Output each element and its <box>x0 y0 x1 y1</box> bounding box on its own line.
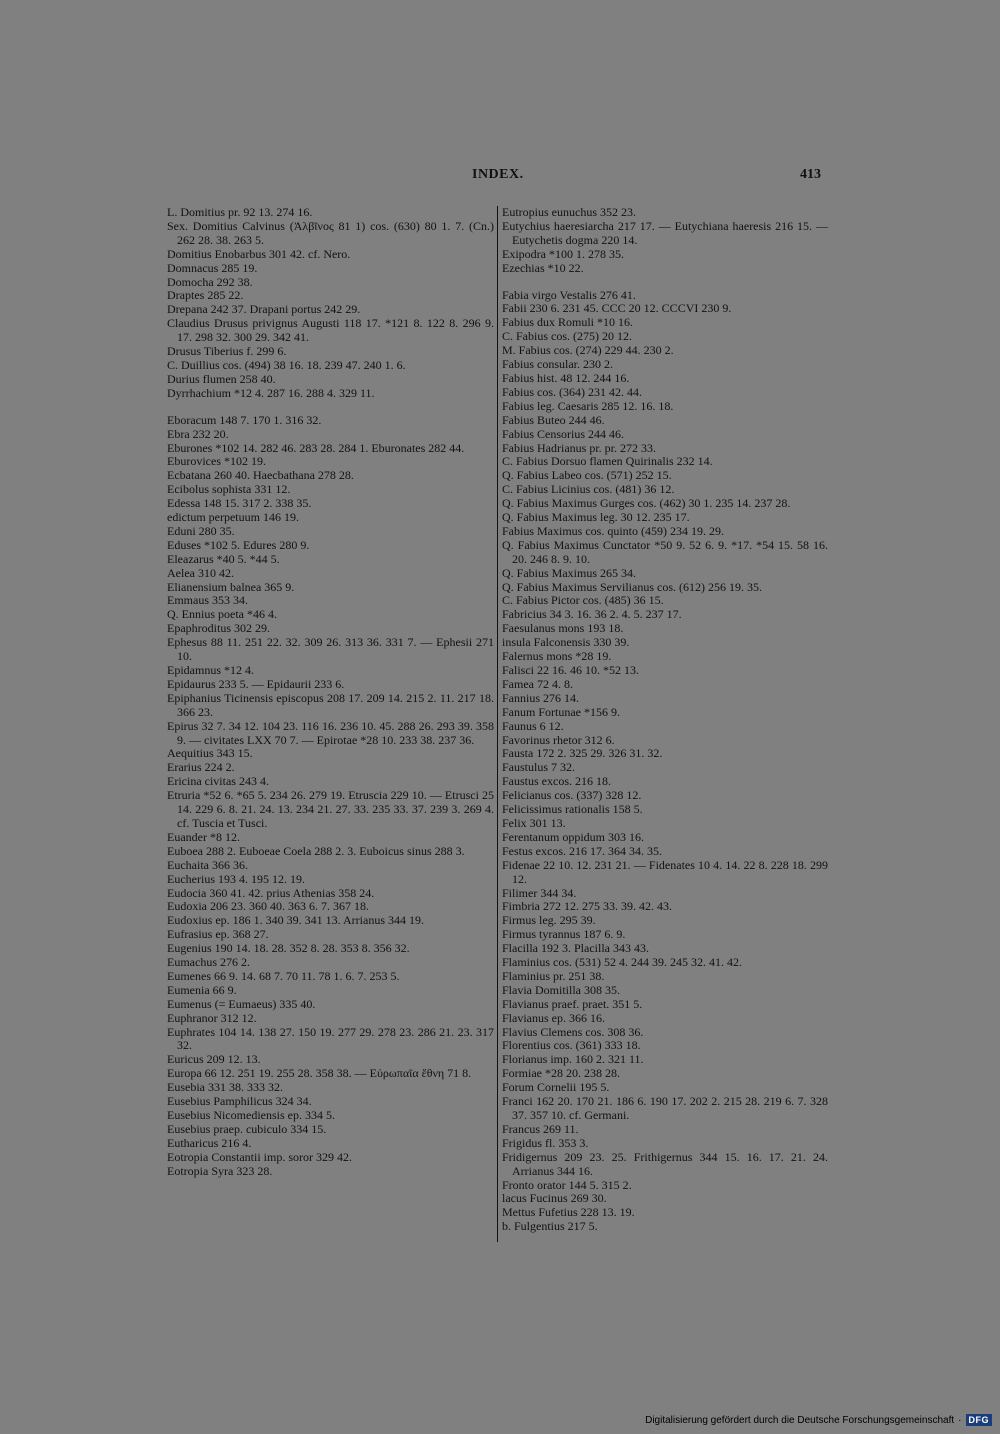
index-entry: Eusebius praep. cubiculo 334 15. <box>167 1121 327 1136</box>
index-entry: Q. Fabius Maximus Gurges cos. (462) 30 1. 235 14. 237 28. <box>502 496 791 511</box>
index-entry: Eufrasius ep. 368 27. <box>167 927 269 942</box>
index-entry: Eburones *102 14. 282 46. 283 28. 284 1. Eburonates 282 44. <box>167 440 465 455</box>
index-entry: Fabius Maximus cos. quinto (459) 234 19. 29. <box>502 523 724 538</box>
index-entry: Erarius 224 2. <box>167 760 235 775</box>
index-entry: Favorinus rhetor 312 6. <box>502 732 615 747</box>
index-entry: Fabius Buteo 244 46. <box>502 412 605 427</box>
index-entry: insula Falconensis 330 39. <box>502 635 630 650</box>
index-entry: Draptes 285 22. <box>167 288 244 303</box>
index-entry: Firmus tyrannus 187 6. 9. <box>502 927 626 942</box>
index-entry: Forum Cornelii 195 5. <box>502 1080 610 1095</box>
index-entry: Eucherius 193 4. 195 12. 19. <box>167 871 305 886</box>
index-entry: Fannius 276 14. <box>502 690 580 705</box>
index-entry: Q. Fabius Maximus Servilianus cos. (612) 256 19. 35. <box>502 579 762 594</box>
index-entry: Falernus mons *28 19. <box>502 649 612 664</box>
page-number: 413 <box>800 167 821 182</box>
index-entry: Eudoxia 206 23. 360 40. 363 6. 7. 367 18. <box>167 899 369 914</box>
index-entry: Eusebius Nicomediensis ep. 334 5. <box>167 1108 335 1122</box>
index-entry: Eumenes 66 9. 14. 68 7. 70 11. 78 1. 6. 7. 253 5. <box>167 968 400 983</box>
index-entry: Fabius consular. 230 2. <box>502 357 613 372</box>
index-entry: Europa 66 12. 251 19. 255 28. 358 38. — Εὐρωπαῖα ἔθνη 71 8. <box>167 1066 472 1081</box>
index-entry: Eotropia Constantii imp. soror 329 42. <box>167 1149 352 1164</box>
index-entry: Eutropius eunuchus 352 23. <box>502 205 636 219</box>
index-entry: Fimbria 272 12. 275 33. 39. 42. 43. <box>502 899 672 914</box>
index-entry: lacus Fucinus 269 30. <box>502 1191 607 1206</box>
index-entry: L. Domitius pr. 92 13. 274 16. <box>167 205 313 219</box>
index-entry: Eduni 280 35. <box>167 523 235 538</box>
dfg-logo-icon: DFG <box>966 1414 993 1426</box>
index-entry: Felicissimus rationalis 158 5. <box>502 802 643 817</box>
index-entry: Eumachus 276 2. <box>167 955 250 970</box>
index-entry: Epirus 32 7. 34 12. 104 23. 116 16. 236 10. 45. 288 26. 293 39. 358 9. — civitates LXX 70 7. — Epirotae *28 10. 233 38. 237 36. <box>167 718 494 747</box>
index-entry: Eusebia 331 38. 333 32. <box>167 1080 283 1095</box>
index-entry: Euchaita 366 36. <box>167 857 248 872</box>
index-entry: Durius flumen 258 40. <box>167 371 276 386</box>
index-entry: Ericina civitas 243 4. <box>167 774 269 789</box>
index-entry: Ephesus 88 11. 251 22. 32. 309 26. 313 36. 331 7. — Ephesii 271 10. <box>167 635 494 664</box>
index-entry: C. Fabius cos. (275) 20 12. <box>502 329 632 344</box>
index-entry: Frigidus fl. 353 3. <box>502 1135 589 1150</box>
index-entry: Q. Fabius Maximus leg. 30 12. 235 17. <box>502 510 690 525</box>
index-entry: Eumenia 66 9. <box>167 982 237 997</box>
index-entry: Felicianus cos. (337) 328 12. <box>502 788 642 803</box>
index-entry: Eutharicus 216 4. <box>167 1135 252 1150</box>
column-divider <box>497 206 498 1242</box>
index-entry: Fronto orator 144 5. 315 2. <box>502 1177 632 1192</box>
index-entry: Ferentanum oppidum 303 16. <box>502 829 644 844</box>
index-entry: Euboea 288 2. Euboeae Coela 288 2. 3. Euboicus sinus 288 3. <box>167 843 465 858</box>
index-entry: C. Fabius Pictor cos. (485) 36 15. <box>502 593 664 608</box>
index-entry: Eburovices *102 19. <box>167 454 266 469</box>
index-entry: Eduses *102 5. Edures 280 9. <box>167 537 310 552</box>
index-entry: Fabius Hadrianus pr. pr. 272 33. <box>502 440 656 455</box>
index-entry: Falisci 22 16. 46 10. *52 13. <box>502 663 639 677</box>
index-entry: Euphrates 104 14. 138 27. 150 19. 277 29. 278 23. 286 21. 23. 317 32. <box>167 1024 494 1053</box>
credit-text: Digitalisierung gefördert durch die Deutsche Forschungsgemeinschaft <box>645 1414 955 1426</box>
index-entry: Fridigernus 209 23. 25. Frithigernus 344 15. 16. 17. 21. 24. Arrianus 344 16. <box>502 1149 828 1178</box>
index-entry: Domocha 292 38. <box>167 274 253 289</box>
index-entry: Felix 301 13. <box>502 815 566 830</box>
index-entry: Fabius dux Romuli *10 16. <box>502 315 634 330</box>
index-entry: Franci 162 20. 170 21. 186 6. 190 17. 202 2. 215 28. 219 6. 7. 328 37. 357 10. cf. Germani. <box>502 1094 828 1122</box>
index-entry: Eumenus (= Eumaeus) 335 40. <box>167 996 316 1011</box>
index-entry: b. Fulgentius 217 5. <box>502 1219 598 1234</box>
index-entry: Drusus Tiberius f. 299 6. <box>167 344 287 359</box>
index-entry: Fabii 230 6. 231 45. CCC 20 12. CCCVI 230 9. <box>502 301 732 316</box>
index-entry: Domnacus 285 19. <box>167 260 258 275</box>
index-entry: Flavianus praef. praet. 351 5. <box>502 996 643 1011</box>
index-entry: Flavius Clemens cos. 308 36. <box>502 1024 644 1039</box>
index-entry: Drepana 242 37. Drapani portus 242 29. <box>167 302 361 317</box>
index-entry: Sex. Domitius Calvinus (Ἀλβῖνος 81 1) cos. (630) 80 1. 7. (Cn.) 262 28. 38. 263 5. <box>167 218 494 247</box>
index-entry: Fabia virgo Vestalis 276 41. <box>502 287 636 302</box>
index-entry: Epidamnus *12 4. <box>167 663 254 677</box>
index-entry: Florentius cos. (361) 333 18. <box>502 1038 641 1053</box>
credit-separator: · <box>958 1414 962 1426</box>
index-entry: Faunus 6 12. <box>502 718 564 733</box>
index-entry: Q. Fabius Maximus 265 34. <box>502 565 637 580</box>
index-entry: Epidaurus 233 5. — Epidaurii 233 6. <box>167 676 345 691</box>
index-entry: Eutychius haeresiarcha 217 17. — Eutychiana haeresis 216 15. — Eutychetis dogma 220 14. <box>502 218 828 247</box>
index-entry: Eboracum 148 7. 170 1. 316 32. <box>167 412 322 427</box>
index-entry: Filimer 344 34. <box>502 885 577 900</box>
page-header-title: INDEX. <box>472 167 524 182</box>
index-entry: Faustulus 7 32. <box>502 760 576 775</box>
index-entry: edictum perpetuum 146 19. <box>167 510 299 525</box>
index-entry: Euander *8 12. <box>167 829 240 844</box>
index-entry: Epaphroditus 302 29. <box>167 621 270 636</box>
index-entry: Fabricius 34 3. 16. 36 2. 4. 5. 237 17. <box>502 607 682 622</box>
index-entry: Francus 269 11. <box>502 1121 579 1136</box>
index-entry: Fidenae 22 10. 12. 231 21. — Fidenates 10 4. 14. 22 8. 228 18. 299 12. <box>502 857 828 886</box>
index-entry: Domitius Enobarbus 301 42. cf. Nero. <box>167 246 351 261</box>
index-entry: Exipodra *100 1. 278 35. <box>502 246 624 261</box>
index-entry: Q. Fabius Maximus Cunctator *50 9. 52 6. 9. *17. *54 15. 58 16. 20. 246 8. 9. 10. <box>502 537 828 566</box>
index-entry: Fabius hist. 48 12. 244 16. <box>502 370 630 385</box>
index-entry: Eudocia 360 41. 42. prius Athenias 358 24. <box>167 885 375 900</box>
index-entry: Aequitius 343 15. <box>167 746 253 761</box>
index-entry: Ecbatana 260 40. Haecbathana 278 28. <box>167 468 354 483</box>
index-entry: Epiphanius Ticinensis episcopus 208 17. 209 14. 215 2. 11. 217 18. 366 23. <box>167 690 494 719</box>
index-entry: Ezechias *10 22. <box>502 260 584 275</box>
index-entry: Euphranor 312 12. <box>167 1010 257 1025</box>
index-entry: Flacilla 192 3. Placilla 343 43. <box>502 941 649 956</box>
index-entry: Flavianus ep. 366 16. <box>502 1010 605 1025</box>
index-entry: Q. Fabius Labeo cos. (571) 252 15. <box>502 468 672 483</box>
index-entry: Euricus 209 12. 13. <box>167 1052 261 1067</box>
index-entry: Faustus excos. 216 18. <box>502 774 611 789</box>
index-entry: Faesulanus mons 193 18. <box>502 621 624 636</box>
index-entry: Aelea 310 42. <box>167 565 234 580</box>
index-entry: Fanum Fortunae *156 9. <box>502 704 620 719</box>
index-entry: Flaminius cos. (531) 52 4. 244 39. 245 32. 41. 42. <box>502 955 742 970</box>
index-entry: C. Fabius Dorsuo flamen Quirinalis 232 14. <box>502 454 713 469</box>
index-entry: Firmus leg. 295 39. <box>502 913 596 928</box>
index-entry: Florianus imp. 160 2. 321 11. <box>502 1052 644 1067</box>
index-entry: M. Fabius cos. (274) 229 44. 230 2. <box>502 343 674 358</box>
index-entry: Flaminius pr. 251 38. <box>502 968 605 983</box>
index-entry: Fausta 172 2. 325 29. 326 31. 32. <box>502 746 663 761</box>
index-entry: Eusebius Pamphilicus 324 34. <box>167 1094 312 1109</box>
index-column-right <box>502 206 828 1234</box>
index-entry: Edessa 148 15. 317 2. 338 35. <box>167 496 312 511</box>
index-entry: Elianensium balnea 365 9. <box>167 579 295 594</box>
index-entry: Fabius Censorius 244 46. <box>502 426 625 441</box>
index-entry: Flavia Domitilla 308 35. <box>502 982 620 997</box>
index-entry: Ecibolus sophista 331 12. <box>167 482 291 497</box>
index-entry: Fabius leg. Caesaris 285 12. 16. 18. <box>502 398 674 413</box>
index-entry: Eudoxius ep. 186 1. 340 39. 341 13. Arrianus 344 19. <box>167 913 424 928</box>
digitization-credit <box>645 1414 992 1426</box>
index-entry: Festus excos. 216 17. 364 34. 35. <box>502 843 662 858</box>
index-entry: Dyrrhachium *12 4. 287 16. 288 4. 329 11. <box>167 385 375 400</box>
index-entry: Mettus Fufetius 228 13. 19. <box>502 1205 635 1220</box>
index-entry: Fabius cos. (364) 231 42. 44. <box>502 384 642 399</box>
index-entry: Eleazarus *40 5. *44 5. <box>167 551 280 566</box>
index-entry: Claudius Drusus privignus Augusti 118 17. *121 8. 122 8. 296 9. 17. 298 32. 300 29. 342 41. <box>167 316 494 345</box>
index-entry: C. Fabius Licinius cos. (481) 36 12. <box>502 482 675 497</box>
index-entry: Etruria *52 6. *65 5. 234 26. 279 19. Etruscia 229 10. — Etrusci 25 14. 229 6. 8. 21. 24. 13. 234 21. 27. 33. 235 33. 37. 239 3. 269 4. cf. Tuscia et Tusci. <box>167 788 494 830</box>
index-column-left <box>167 206 494 1179</box>
index-entry: Eotropia Syra 323 28. <box>167 1163 273 1178</box>
index-entry: Eugenius 190 14. 18. 28. 352 8. 28. 353 8. 356 32. <box>167 941 410 956</box>
index-entry: Famea 72 4. 8. <box>502 676 573 691</box>
index-entry: Formiae *28 20. 238 28. <box>502 1066 620 1081</box>
index-entry: Ebra 232 20. <box>167 426 229 441</box>
index-entry: Q. Ennius poeta *46 4. <box>167 607 277 622</box>
index-entry: Emmaus 353 34. <box>167 593 248 608</box>
index-entry: C. Duillius cos. (494) 38 16. 18. 239 47. 240 1. 6. <box>167 357 406 372</box>
